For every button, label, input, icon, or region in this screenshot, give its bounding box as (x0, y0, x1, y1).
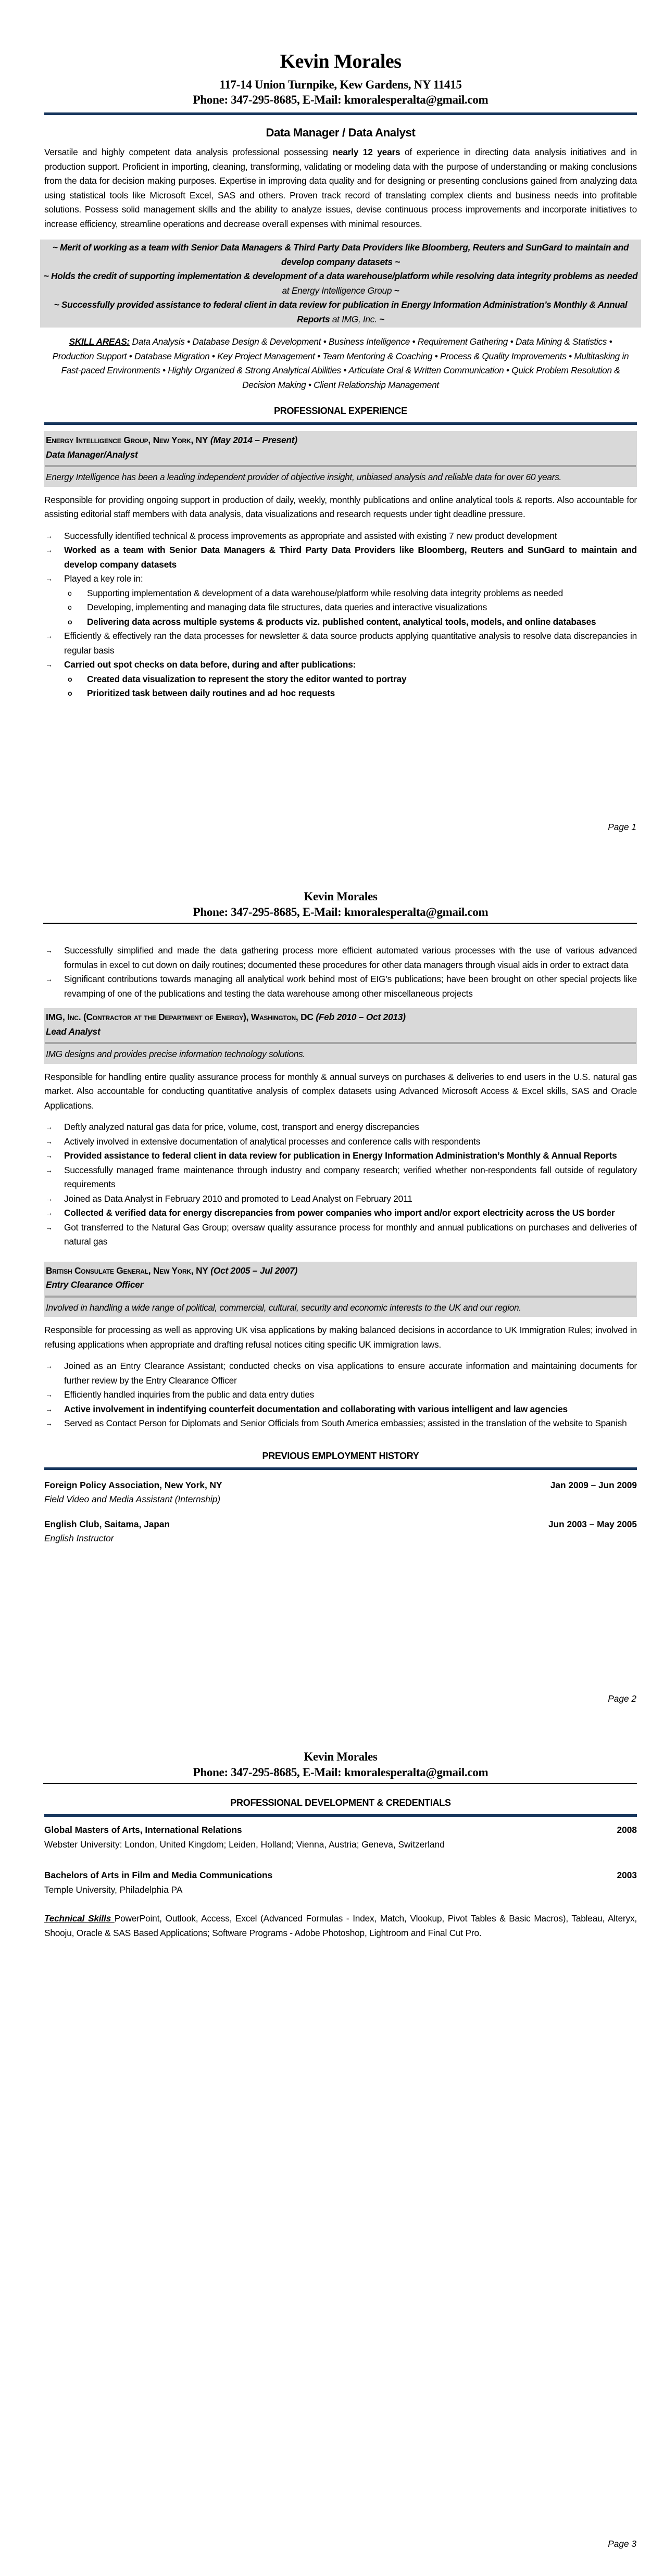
summary-text: of experience in directing data analysis initiatives and in production support. Proficient in importing, cleaning, transforming, validating or modeling data with the purpose of understanding or making conclusions from the data for decision making purposes. Expertise in improving data quality and for designing or presenting conclusions gained from analyzing data using statistical tools like Microsoft Excel, SAS and others. Proven track record of translating complex clients and business needs into profitable solutions. Possess solid management skills and the ability to analyze issues, devise continuous process improvements and incorporate initiatives to increase efficiency, streamline operations and decrease overall expenses with minimal resources. (44, 147, 637, 229)
arrow-icon: → (45, 1194, 53, 1203)
degree-name: Bachelors of Arts in Film and Media Communications (44, 1870, 273, 1880)
bullet-item: → Efficiently handled inquiries from the public and data entry duties (44, 1388, 637, 1402)
job-bullets (44, 629, 637, 672)
professional-title: Data Manager / Data Analyst (266, 126, 416, 139)
sub-bullet-item: o Delivering data across multiple systems & products viz. published content, analytical tools, models, and online databases (44, 615, 637, 630)
contact-line: Phone: 347-295-8685, E-Mail: kmoralesperalta@gmail.com (193, 1766, 488, 1779)
job-title-line (44, 431, 637, 448)
employment-dates: Jan 2009 – Jun 2009 (550, 1479, 637, 1490)
skill-areas (44, 335, 637, 392)
technical-skills-label: Technical Skills (44, 1913, 115, 1924)
section-rule (44, 422, 637, 425)
job-dates: (May 2014 – Present) (210, 435, 297, 445)
page-2 (0, 854, 664, 1708)
arrow-icon: → (45, 1137, 53, 1146)
degree-school: Temple University, Philadelphia PA (44, 1884, 183, 1895)
circle-bullet-icon: o (68, 603, 72, 611)
job-role: Lead Analyst (46, 1026, 101, 1037)
circle-bullet-icon: o (68, 689, 72, 697)
candidate-name: Kevin Morales (304, 890, 378, 903)
sub-bullet-item: o Prioritized task between daily routines and ad hoc requests (44, 686, 637, 701)
bullet-item: → Successfully simplified and made the data gathering process more efficient automated various processes with the use of various advanced formulas in excel to cut down on daily routines; documented these procedures for other data managers through visual aids in order to extract data (44, 944, 637, 972)
previous-employment-item (44, 1517, 637, 1546)
spot-check-subbullets (44, 672, 637, 701)
job-title-line (44, 1008, 637, 1025)
arrow-icon: → (45, 1151, 53, 1160)
employment-row (44, 1517, 637, 1532)
candidate-name: Kevin Morales (280, 51, 402, 72)
arrow-icon: → (45, 660, 53, 669)
job-company: British Consulate General, New York, NY (46, 1265, 208, 1276)
contact-line: Phone: 347-295-8685, E-Mail: kmoralesperalta@gmail.com (193, 93, 488, 106)
section-title-credentials: PROFESSIONAL DEVELOPMENT & CREDENTIALS (230, 1798, 451, 1808)
skill-areas-label: SKILL AREAS: (69, 336, 130, 347)
job-title-line (44, 1262, 637, 1278)
bullet-item: → Got transferred to the Natural Gas Group; oversaw quality assurance process for monthly and annual publications on purchases and deliveries of natural gas (44, 1221, 637, 1249)
employer-name: Foreign Policy Association, New York, NY (44, 1479, 222, 1490)
degree-row (44, 1868, 637, 1883)
job-about: Energy Intelligence has been a leading independent provider of objective insight, unbiased analysis and reliable data for over 60 years. (46, 472, 562, 482)
job-header-british-consulate (44, 1262, 637, 1317)
previous-employment-item (44, 1478, 637, 1507)
bullet-item: → Collected & verified data for energy discrepancies from power companies who import and/or export electricity across the US border (44, 1206, 637, 1221)
job-dates: (Oct 2005 – Jul 2007) (210, 1265, 298, 1276)
highlights-box (40, 240, 641, 328)
job-about: IMG designs and provides precise information technology solutions. (46, 1049, 305, 1059)
page-number: Page 1 (608, 822, 636, 832)
technical-skills-list: PowerPoint, Outlook, Access, Excel (Advanced Formulas - Index, Match, Vlookup, Pivot Tables & Basic Macros), Tableau, Alteryx, Shooju, Oracle & SAS Based Applications; Software Programs - Adobe Photoshop, Lightroom and Final Cut Pro. (44, 1913, 637, 1938)
highlight-item: ~ Successfully provided assistance to federal client in data review for publication in Energy Information Administration’s Monthly & Annual Reports at IMG, Inc. ~ (54, 299, 628, 324)
bullet-item: → Joined as an Entry Clearance Assistant; conducted checks on visa applications to ensure accurate information and maintaining documents for further review by the Entry Clearance Officer (44, 1359, 637, 1388)
bullet-item: → Active involvement in indentifying counterfeit documentation and collaborating with various intelligent and law agencies (44, 1402, 637, 1417)
arrow-icon: → (45, 574, 53, 583)
page-1 (0, 0, 664, 854)
bullet-item: → Provided assistance to federal client in data review for publication in Energy Information Administration’s Monthly & Annual Reports (44, 1149, 637, 1163)
sub-bullet-item: o Created data visualization to represent the story the editor wanted to portray (44, 672, 637, 687)
page-number: Page 3 (608, 2539, 636, 2549)
job-separator (45, 1042, 636, 1044)
job-summary: Responsible for providing ongoing support in production of daily, weekly, monthly publications and online analytical tools & reports. Also accountable for assisting editorial staff members with data analysis, data visualizations and research requests under tight deadline pressure. (44, 494, 637, 519)
job-bullets (44, 529, 637, 586)
bullet-item: → Played a key role in: (44, 572, 637, 586)
job-summary: Responsible for handling entire quality assurance process for monthly & annual surveys on purchases & deliveries to end users in the U.S. natural gas market. Also accountable for conducting quantitative analysis of complex datasets using Advanced Microsoft Access & Excel skills, SAS and Oracle Applications. (44, 1071, 637, 1111)
arrow-icon: → (45, 975, 53, 983)
bullet-item: → Successfully managed frame maintenance through industry and company research; verified whether non-respondents fall outside of regulatory requirements (44, 1163, 637, 1192)
degree-year: 2008 (617, 1825, 637, 1835)
employer-name: English Club, Saitama, Japan (44, 1518, 170, 1529)
job-separator (45, 465, 636, 467)
header-rule (43, 923, 637, 924)
arrow-icon: → (45, 1223, 53, 1232)
employment-role: Field Video and Media Assistant (Internship) (44, 1494, 221, 1504)
section-rule (44, 1467, 637, 1470)
arrow-icon: → (45, 632, 53, 640)
job-about: Involved in handling a wide range of political, commercial, cultural, security and economic interests to the UK and our region. (46, 1302, 521, 1313)
degree-row (44, 1823, 637, 1838)
bullet-item: → Actively involved in extensive documentation of analytical processes and conference calls with respondents (44, 1135, 637, 1149)
arrow-icon: → (45, 1404, 53, 1413)
candidate-name: Kevin Morales (304, 1750, 378, 1763)
degree-name: Global Masters of Arts, International Relations (44, 1825, 242, 1835)
highlight-item: ~ Merit of working as a team with Senior Data Managers & Third Party Data Providers like Bloomberg, Reuters and SunGard to maintain and develop company datasets ~ (52, 242, 629, 267)
circle-bullet-icon: o (68, 617, 72, 626)
header-rule (43, 1783, 637, 1784)
arrow-icon: → (45, 1123, 53, 1131)
employment-row (44, 1478, 637, 1493)
bullet-item: → Carried out spot checks on data before, during and after publications: (44, 658, 637, 672)
job-dates: (Feb 2010 – Oct 2013) (316, 1012, 406, 1022)
contact-line: Phone: 347-295-8685, E-Mail: kmoralesperalta@gmail.com (193, 906, 488, 919)
job-header-energy-intelligence (44, 431, 637, 487)
arrow-icon: → (45, 1165, 53, 1174)
bullet-item: → Served as Contact Person for Diplomats and Senior Officials from South America embassies; assisted in the translation of the website to Spanish (44, 1416, 637, 1431)
technical-skills (44, 1912, 637, 1940)
page-3 (0, 1713, 664, 2576)
job-header-img (44, 1008, 637, 1064)
arrow-icon: → (45, 546, 53, 554)
skill-areas-list: Data Analysis • Database Design & Development • Business Intelligence • Requirement Gathering • Data Mining & Statistics • Production Support • Database Migration • Key Project Management • Team Mentoring & Coaching • Process & Quality Improvements • Multitasking in Fast-paced Environments • Highly Organized & Strong Analytical Abilities • Articulate Oral & Written Communication • Quick Problem Resolution & Decision Making • Client Relationship Management (52, 336, 629, 390)
job-company: IMG, Inc. (Contractor at the Department of Energy), Washington, DC (46, 1012, 314, 1022)
arrow-icon: → (45, 531, 53, 540)
degree-item (44, 1868, 637, 1897)
job-role: Data Manager/Analyst (46, 449, 138, 460)
header-rule (44, 112, 637, 115)
job-bullets-continued (44, 944, 637, 1001)
summary-bold: nearly 12 years (332, 147, 400, 157)
bullet-item: → Successfully identified technical & process improvements as appropriate and assisted with existing 7 new product development (44, 529, 637, 544)
job-bullets (44, 1120, 637, 1249)
bullet-item: → Efficiently & effectively ran the data processes for newsletter & data source products applying quantitative analysis to resolve data discrepancies in regular basis (44, 629, 637, 658)
highlight-item: ~ Holds the credit of supporting implementation & development of a data warehouse/platform while resolving data integrity problems as needed at Energy Intelligence Group ~ (43, 271, 638, 296)
bullet-item: → Worked as a team with Senior Data Managers & Third Party Data Providers like Bloomberg, Reuters and SunGard to maintain and develop company datasets (44, 543, 637, 572)
sub-bullet-item: o Supporting implementation & development of a data warehouse/platform while resolving data integrity problems as needed (44, 586, 637, 601)
summary-paragraph (44, 145, 637, 231)
key-role-subbullets (44, 586, 637, 630)
bullet-item: → Significant contributions towards managing all analytical work behind most of EIG’s publications; have been brought on other special projects like revamping of one of the publications and testing the data warehouse among other miscellaneous projects (44, 972, 637, 1001)
address: 117-14 Union Turnpike, Kew Gardens, NY 11415 (219, 78, 462, 91)
arrow-icon: → (45, 946, 53, 954)
page-number: Page 2 (608, 1693, 636, 1704)
job-company: Energy Intelligence Group, New York, NY (46, 435, 208, 445)
employment-role: English Instructor (44, 1533, 114, 1543)
sub-bullet-item: o Developing, implementing and managing data file structures, data queries and interactive visualizations (44, 600, 637, 615)
degree-school: Webster University: London, United Kingdom; Leiden, Holland; Vienna, Austria; Geneva, Switzerland (44, 1839, 445, 1850)
degree-year: 2003 (617, 1870, 637, 1880)
section-rule (44, 1814, 637, 1817)
employment-dates: Jun 2003 – May 2005 (548, 1518, 637, 1529)
section-title-previous-employment: PREVIOUS EMPLOYMENT HISTORY (262, 1450, 419, 1461)
job-summary: Responsible for processing as well as approving UK visa applications by making balanced decisions in accordance to UK Immigration Rules; involved in refusing applications when appropriate and drafting refusal notices citing specific UK immigration laws. (44, 1325, 637, 1350)
bullet-item: → Joined as Data Analyst in February 2010 and promoted to Lead Analyst on February 2011 (44, 1192, 637, 1207)
arrow-icon: → (45, 1419, 53, 1427)
job-bullets (44, 1359, 637, 1431)
degree-item (44, 1823, 637, 1852)
section-title-experience: PROFESSIONAL EXPERIENCE (274, 406, 407, 416)
arrow-icon: → (45, 1362, 53, 1370)
summary-text: Versatile and highly competent data analysis professional possessing (44, 147, 333, 157)
circle-bullet-icon: o (68, 588, 72, 597)
job-separator (45, 1296, 636, 1298)
circle-bullet-icon: o (68, 674, 72, 683)
job-role: Entry Clearance Officer (46, 1279, 144, 1290)
arrow-icon: → (45, 1209, 53, 1217)
arrow-icon: → (45, 1390, 53, 1399)
bullet-item: → Deftly analyzed natural gas data for price, volume, cost, transport and energy discrepancies (44, 1120, 637, 1135)
